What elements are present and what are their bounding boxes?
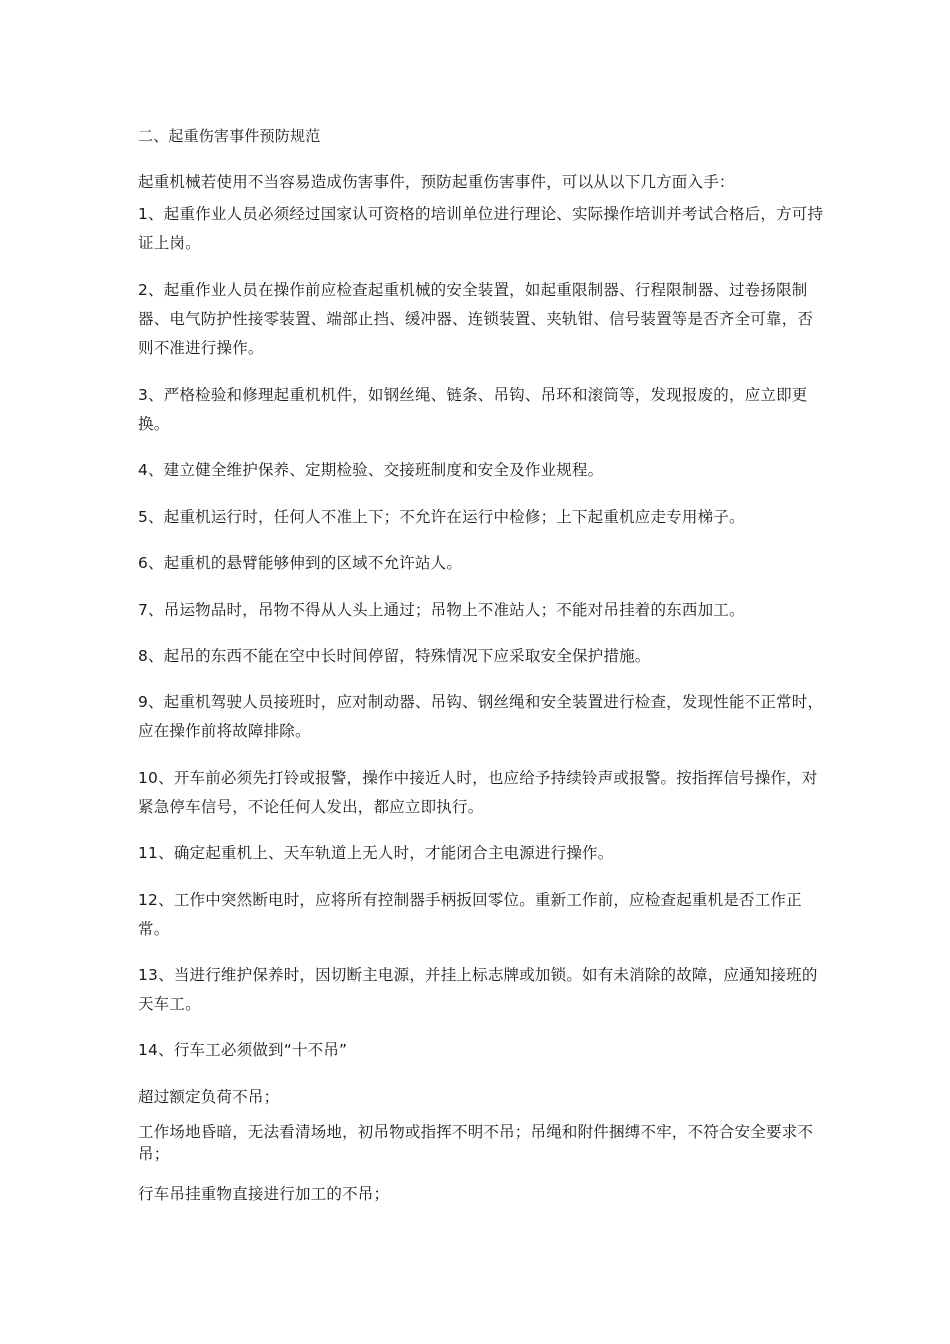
rule-item-2: 2、起重作业人员在操作前应检查起重机械的安全装置，如起重限制器、行程限制器、过卷扬限制器、电气防护性接零装置、端部止挡、缓冲器、连锁装置、夹轨钳、信号装置等是否齐全可靠，否则不准进行操作。 bbox=[138, 281, 814, 357]
rule-item-6: 6、起重机的悬臂能够伸到的区域不允许站人。 bbox=[138, 554, 463, 572]
sub-rule-1: 超过额定负荷不吊； bbox=[138, 1088, 280, 1106]
sub-rule-2: 工作场地昏暗，无法看清场地，初吊物或指挥不明不吊；吊绳和附件捆缚不牢，不符合安全要求不吊； bbox=[138, 1123, 814, 1163]
sub-rule-3: 行车吊挂重物直接进行加工的不吊； bbox=[138, 1185, 390, 1203]
rule-item-7: 7、吊运物品时，吊物不得从人头上通过；吊物上不准站人；不能对吊挂着的东西加工。 bbox=[138, 601, 745, 619]
rule-item-12: 12、工作中突然断电时，应将所有控制器手柄扳回零位。重新工作前，应检查起重机是否工作正常。 bbox=[138, 891, 802, 938]
rule-item-9: 9、起重机驾驶人员接班时，应对制动器、吊钩、钢丝绳和安全装置进行检查，发现性能不正常时，应在操作前将故障排除。 bbox=[138, 693, 824, 740]
rule-item-8: 8、起吊的东西不能在空中长时间停留，特殊情况下应采取安全保护措施。 bbox=[138, 647, 651, 665]
rule-item-5: 5、起重机运行时，任何人不准上下；不允许在运行中检修；上下起重机应走专用梯子。 bbox=[138, 508, 745, 526]
intro-paragraph: 起重机械若使用不当容易造成伤害事件，预防起重伤害事件，可以从以下几方面入手： bbox=[138, 173, 735, 191]
rule-item-14: 14、行车工必须做到“十不吊” bbox=[138, 1041, 348, 1059]
rule-item-13: 13、当进行维护保养时，因切断主电源，并挂上标志牌或加锁。如有未消除的故障，应通知接班的天车工。 bbox=[138, 966, 818, 1013]
rule-item-1: 1、起重作业人员必须经过国家认可资格的培训单位进行理论、实际操作培训并考试合格后，方可持证上岗。 bbox=[138, 205, 824, 252]
rule-item-3: 3、严格检验和修理起重机机件，如钢丝绳、链条、吊钩、吊环和滚筒等，发现报废的，应立即更换。 bbox=[138, 386, 808, 433]
section-heading: 二、起重伤害事件预防规范 bbox=[138, 127, 321, 145]
rule-item-11: 11、确定起重机上、天车轨道上无人时，才能闭合主电源进行操作。 bbox=[138, 844, 614, 862]
rule-item-4: 4、建立健全维护保养、定期检验、交接班制度和安全及作业规程。 bbox=[138, 461, 604, 479]
rule-item-10: 10、开车前必须先打铃或报警，操作中接近人时，也应给予持续铃声或报警。按指挥信号操作，对紧急停车信号，不论任何人发出，都应立即执行。 bbox=[138, 769, 818, 816]
